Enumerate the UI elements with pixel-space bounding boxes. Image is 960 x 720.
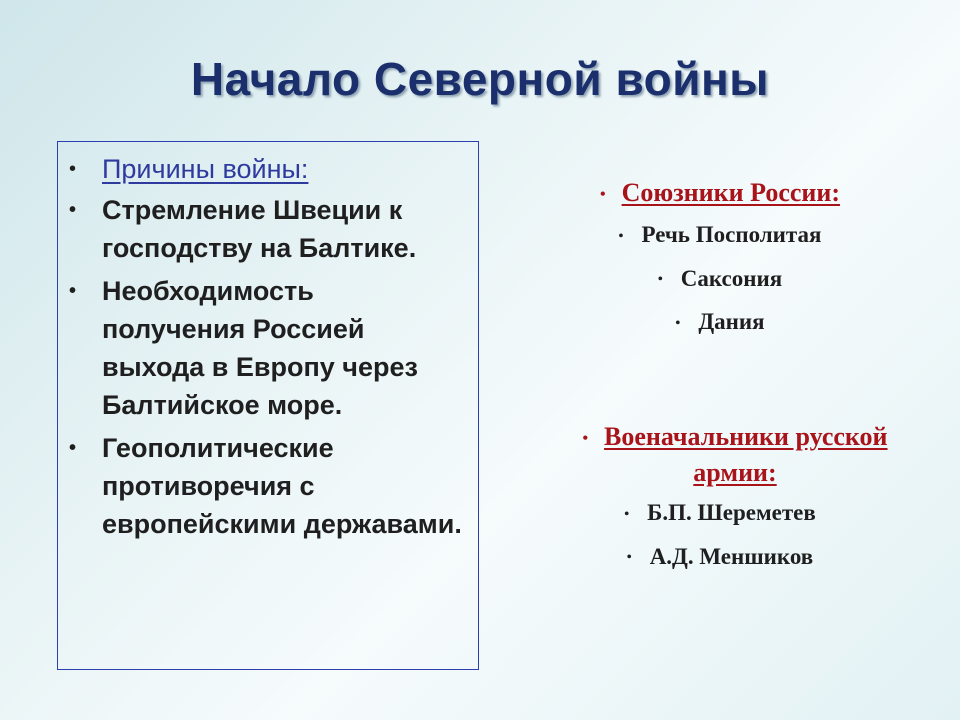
bullet-icon: • (657, 272, 663, 288)
causes-heading-label: Причины войны: (102, 154, 309, 184)
ally-item (500, 264, 940, 296)
cause-item-text: Геополитические противоречия с европейскими державами. (102, 433, 462, 539)
bullet-icon: • (624, 506, 630, 522)
commanders-heading-label-line1: Военачальники русской (604, 422, 888, 451)
cause-item (66, 272, 464, 424)
bullet-icon: • (618, 228, 624, 244)
cause-item-text: Стремление Швеции к господству на Балтике. (102, 195, 417, 263)
causes-list (66, 150, 464, 543)
commander-item (500, 542, 940, 574)
bullet-icon: • (582, 430, 589, 448)
causes-box (57, 141, 479, 670)
bullet-icon: • (69, 199, 77, 221)
bullet-icon: • (69, 280, 77, 302)
commanders-heading-label-line2: армии: (693, 458, 777, 488)
bullet-icon: • (599, 186, 606, 204)
commander-item-text: Б.П. Шереметев (647, 500, 816, 526)
bullet-icon: • (626, 550, 632, 566)
cause-item (66, 191, 464, 267)
slide-title: Начало Северной войны (190, 53, 770, 105)
cause-item-text: Необходимость получения Россией выхода в Европу через Балтийское море. (102, 276, 418, 420)
commander-item (500, 498, 940, 530)
bullet-icon: • (69, 437, 77, 459)
commanders-section (500, 420, 940, 585)
ally-item (500, 220, 940, 252)
ally-item-text: Саксония (680, 265, 783, 291)
ally-item (500, 307, 940, 339)
ally-item-text: Дания (698, 309, 765, 335)
causes-heading (66, 150, 464, 188)
ally-item-text: Речь Посполитая (641, 222, 822, 248)
allies-heading-label: Союзники России: (621, 178, 841, 207)
commanders-heading (500, 420, 940, 490)
bullet-icon: • (675, 316, 681, 332)
cause-item (66, 429, 464, 543)
allies-heading (500, 176, 940, 212)
bullet-icon: • (69, 158, 77, 180)
allies-section (500, 176, 940, 351)
commander-item-text: А.Д. Меншиков (649, 543, 814, 569)
